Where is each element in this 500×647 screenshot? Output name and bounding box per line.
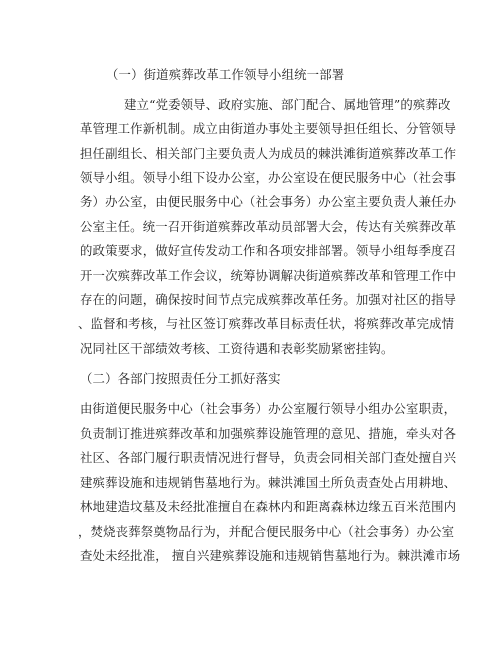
section1-line-4: 领导小组。领导小组下设办公室，办公室设在便民服务中心（社会事	[80, 170, 457, 185]
section2-line-6: ，焚烧丧葬祭奠物品行为，并配合便民服务中心（社会事务）办公室	[78, 524, 455, 539]
section1-line-5: 务）办公室，由便民服务中心（社会事务）办公室主要负责人兼任办	[80, 194, 457, 209]
section1-line-6: 公室主任。统一召开街道殡葬改革动员部署大会，传达有关殡葬改革	[80, 219, 457, 234]
section1-heading: （一）街道殡葬改革工作领导小组统一部署	[106, 67, 345, 82]
section1-line-2: 革管理工作新机制。成立由街道办事处主要领导担任组长、分管领导	[80, 121, 457, 136]
section2-line-7: 查处未经批准， 擅自兴建殡葬设施和违规销售墓地行为。棘洪滩市场	[80, 548, 461, 563]
section1-line-3: 担任副组长、相关部门主要负责人为成员的棘洪滩街道殡葬改革工作	[80, 146, 457, 161]
section2-line-4: 建殡葬设施和违规销售墓地行为。棘洪滩国土所负责查处占用耕地、	[80, 475, 457, 490]
section2-line-3: 社区、各部门履行职责情况进行督导，负责会同相关部门查处擅自兴	[80, 450, 457, 465]
section1-line-11: 况同社区干部绩效考核、工资待遇和表彰奖励紧密挂钩。	[80, 341, 394, 356]
section1-line-10: 、监督和考核，与社区签订殡葬改革目标责任状，将殡葬改革完成情	[78, 316, 455, 331]
section1-line-9: 存在的问题，确保按时间节点完成殡葬改革任务。加强对社区的指导	[80, 292, 457, 307]
section2-heading: （二）各部门按照责任分工抓好落实	[80, 371, 281, 386]
section2-line-1: 由街道便民服务中心（社会事务）办公室履行领导小组办公室职责，	[80, 401, 457, 416]
section1-line-7: 的政策要求，做好宣传发动工作和各项安排部署。领导小组每季度召	[80, 243, 457, 258]
section1-line-1: 建立“党委领导、政府实施、部门配合、属地管理”的殡葬改	[124, 97, 451, 112]
section2-line-2: 负责制订推进殡葬改革和加强殡葬设施管理的意见、措施，牵头对各	[80, 426, 457, 441]
section2-line-5: 林地建造坟墓及未经批准擅自在森林内和距离森林边缘五百米范围内	[80, 499, 457, 514]
section1-line-8: 开一次殡葬改革工作会议，统筹协调解决街道殡葬改革和管理工作中	[80, 268, 457, 283]
